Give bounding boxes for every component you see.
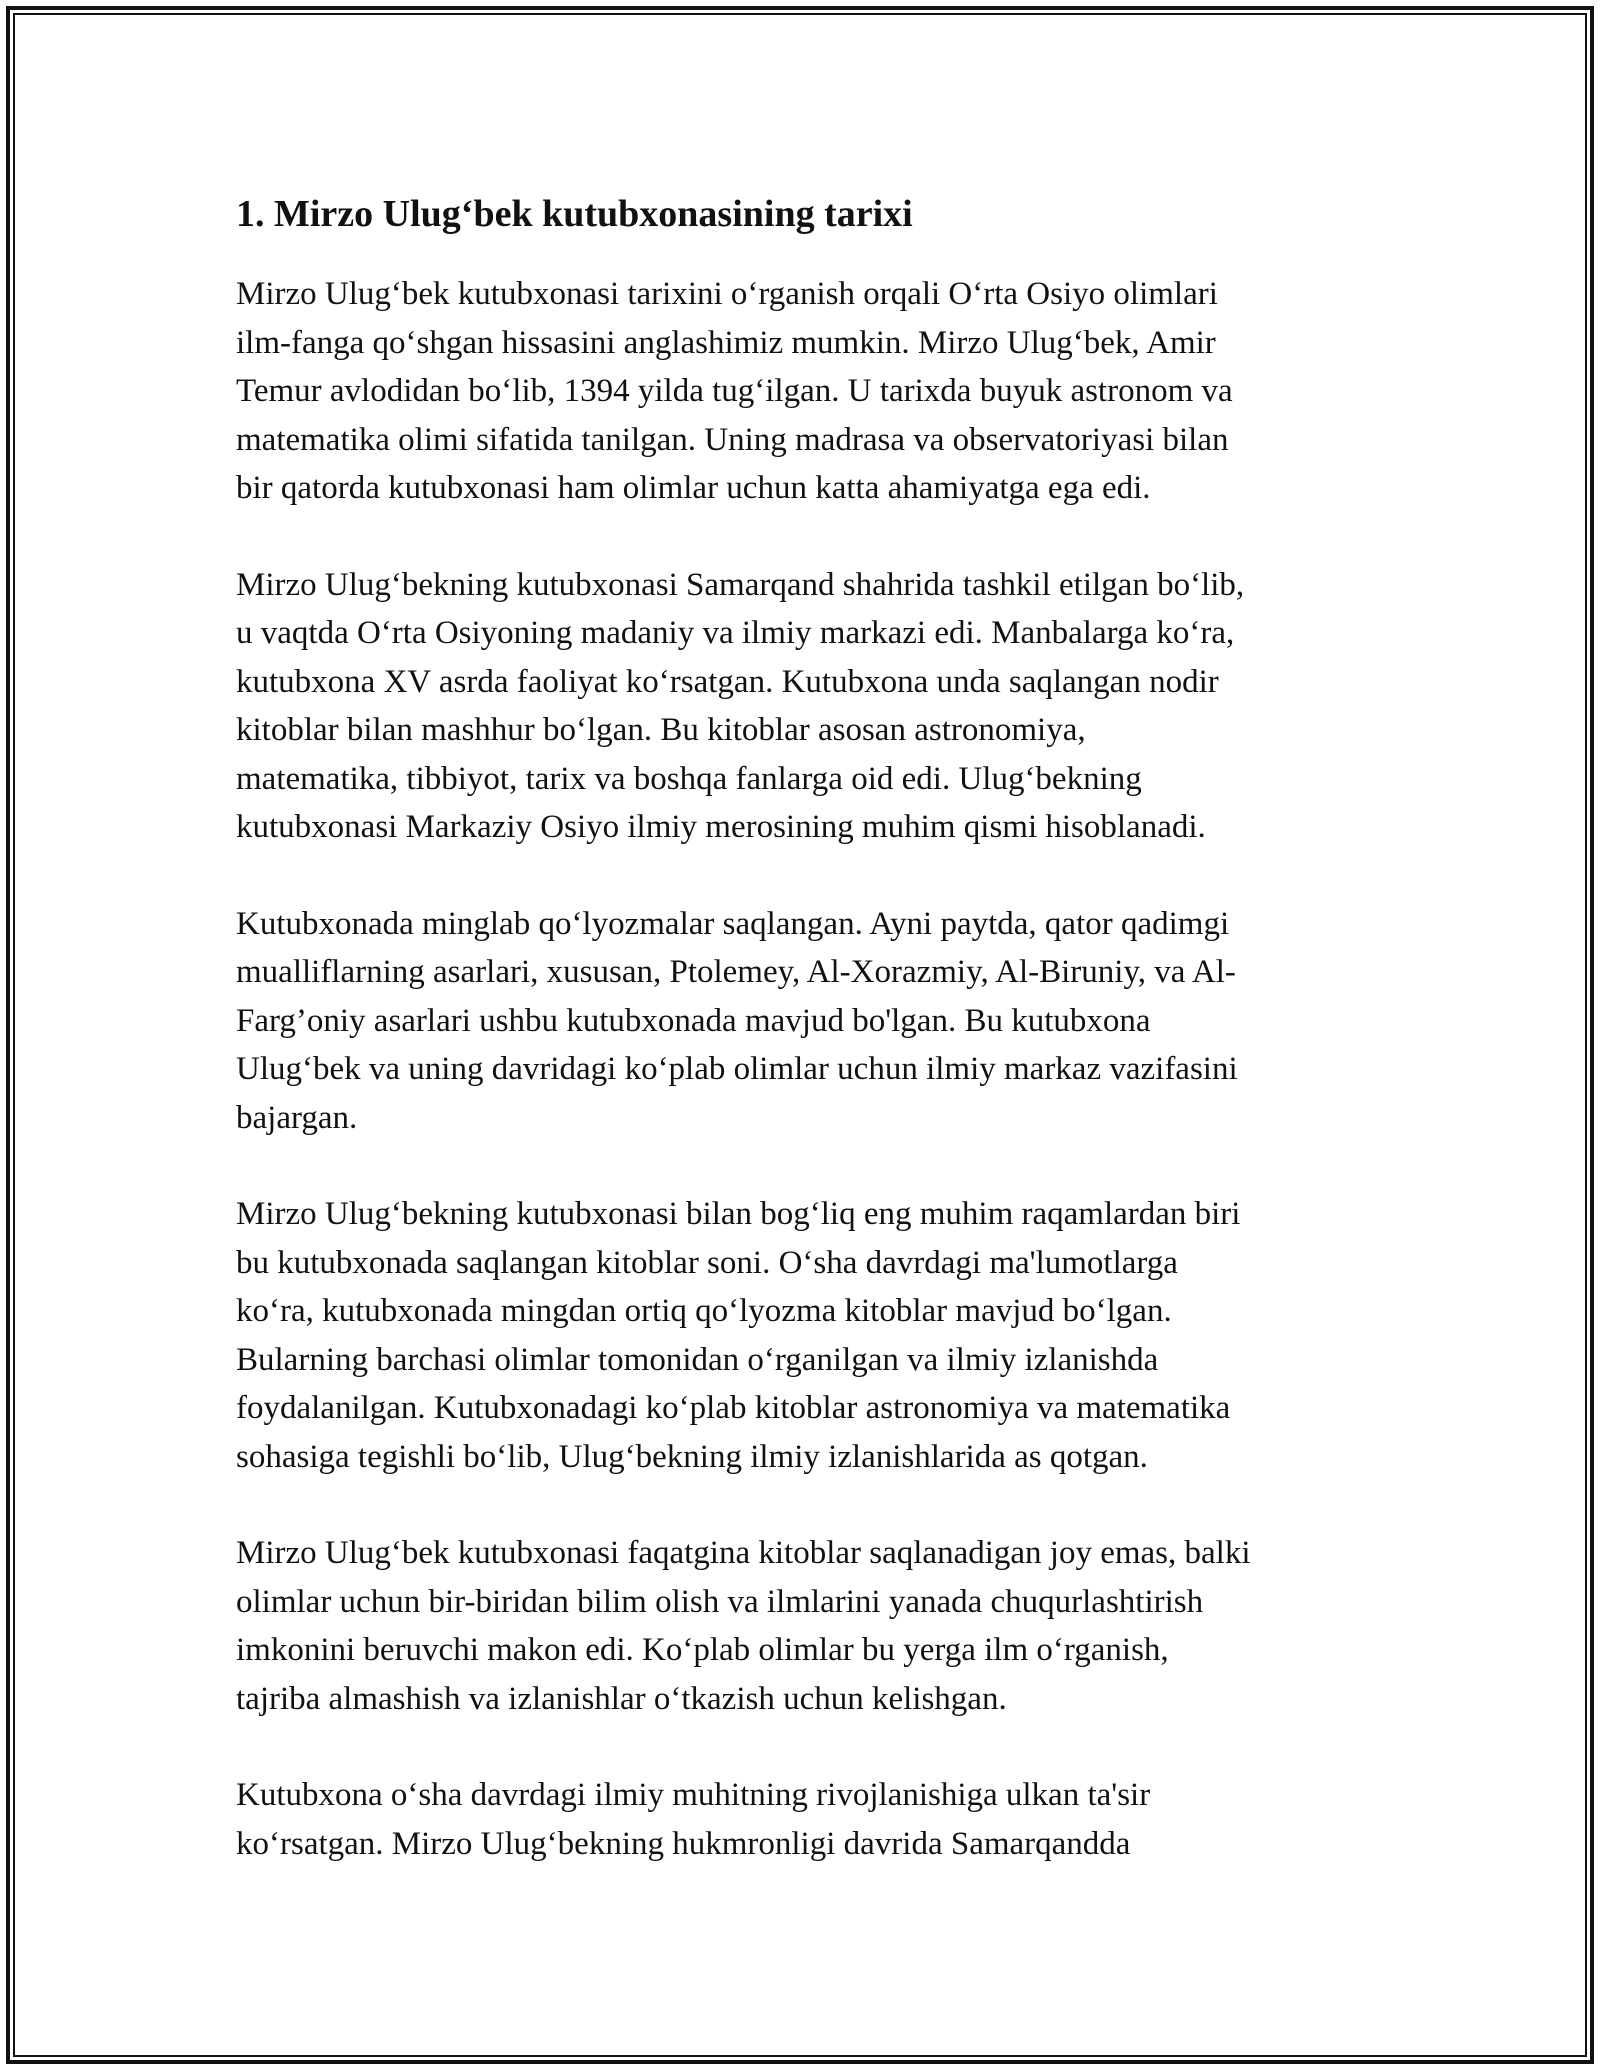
text-line: ko‘ra, kutubxonada mingdan ortiq qo‘lyozma kitoblar mavjud bo‘lgan.	[236, 1293, 1172, 1329]
paragraph-1	[236, 270, 1376, 513]
paragraph-3	[236, 900, 1376, 1143]
text-line: Mirzo Ulug‘bek kutubxonasi tarixini o‘rganish orqali O‘rta Osiyo olimlari	[236, 276, 1218, 312]
text-line: imkonini beruvchi makon edi. Ko‘plab olimlar bu yerga ilm o‘rganish,	[236, 1632, 1169, 1668]
paragraph-6	[236, 1771, 1376, 1868]
paragraph-2	[236, 561, 1376, 852]
text-line: u vaqtda O‘rta Osiyoning madaniy va ilmiy markazi edi. Manbalarga ko‘ra,	[236, 615, 1235, 651]
text-line: bir qatorda kutubxonasi ham olimlar uchun katta ahamiyatga ega edi.	[236, 470, 1151, 506]
text-line: Mirzo Ulug‘bekning kutubxonasi bilan bog‘liq eng muhim raqamlardan biri	[236, 1196, 1241, 1232]
paragraph-5	[236, 1529, 1376, 1723]
text-line: sohasiga tegishli bo‘lib, Ulug‘bekning ilmiy izlanishlarida as qotgan.	[236, 1438, 1148, 1475]
text-line: bajargan.	[236, 1099, 358, 1136]
text-line: tajriba almashish va izlanishlar o‘tkazish uchun kelishgan.	[236, 1680, 1007, 1717]
text-line: Temur avlodidan bo‘lib, 1394 yilda tug‘ilgan. U tarixda buyuk astronom va	[236, 373, 1233, 409]
text-line: bu kutubxonada saqlangan kitoblar soni. O‘sha davrdagi ma'lumotlarga	[236, 1244, 1178, 1281]
paragraph-4	[236, 1190, 1376, 1481]
text-line: matematika olimi sifatida tanilgan. Uning madrasa va observatoriyasi bilan	[236, 421, 1229, 458]
text-line: Bularning barchasi olimlar tomonidan o‘rganilgan va ilmiy izlanishda	[236, 1341, 1159, 1378]
text-line: olimlar uchun bir-biridan bilim olish va ilmlarini yanada chuqurlashtirish	[236, 1583, 1204, 1620]
text-line: Kutubxonada minglab qo‘lyozmalar saqlangan. Ayni paytda, qator qadimgi	[236, 905, 1230, 942]
text-line: Mirzo Ulug‘bekning kutubxonasi Samarqand shahrida tashkil etilgan bo‘lib,	[236, 566, 1245, 603]
text-line: ko‘rsatgan. Mirzo Ulug‘bekning hukmronligi davrida Samarqandda	[236, 1825, 1131, 1862]
text-line: foydalanilgan. Kutubxonadagi ko‘plab kitoblar astronomiya va matematika	[236, 1390, 1231, 1426]
text-line: kitoblar bilan mashhur bo‘lgan. Bu kitoblar asosan astronomiya,	[236, 712, 1086, 748]
document-body	[236, 186, 1376, 1916]
text-line: Farg’oniy asarlari ushbu kutubxonada mavjud bo'lgan. Bu kutubxona	[236, 1002, 1151, 1039]
text-line: Kutubxona o‘sha davrdagi ilmiy muhitning rivojlanishiga ulkan ta'sir	[236, 1777, 1151, 1813]
section-heading: 1. Mirzo Ulug‘bek kutubxonasining tarixi	[236, 193, 913, 235]
text-line: matematika, tibbiyot, tarix va boshqa fanlarga oid edi. Ulug‘bekning	[236, 760, 1142, 797]
text-line: kutubxona XV asrda faoliyat ko‘rsatgan. Kutubxona unda saqlangan nodir	[236, 663, 1219, 700]
text-line: mualliflarning asarlari, xususan, Ptolemey, Al-Xorazmiy, Al-Biruniy, va Al-	[236, 954, 1236, 990]
text-line: Mirzo Ulug‘bek kutubxonasi faqatgina kitoblar saqlanadigan joy emas, balki	[236, 1535, 1251, 1571]
text-line: kutubxonasi Markaziy Osiyo ilmiy merosining muhim qismi hisoblanadi.	[236, 809, 1206, 845]
text-line: ilm-fanga qo‘shgan hissasini anglashimiz mumkin. Mirzo Ulug‘bek, Amir	[236, 324, 1216, 361]
text-line: Ulug‘bek va uning davridagi ko‘plab olimlar uchun ilmiy markaz vazifasini	[236, 1051, 1238, 1087]
